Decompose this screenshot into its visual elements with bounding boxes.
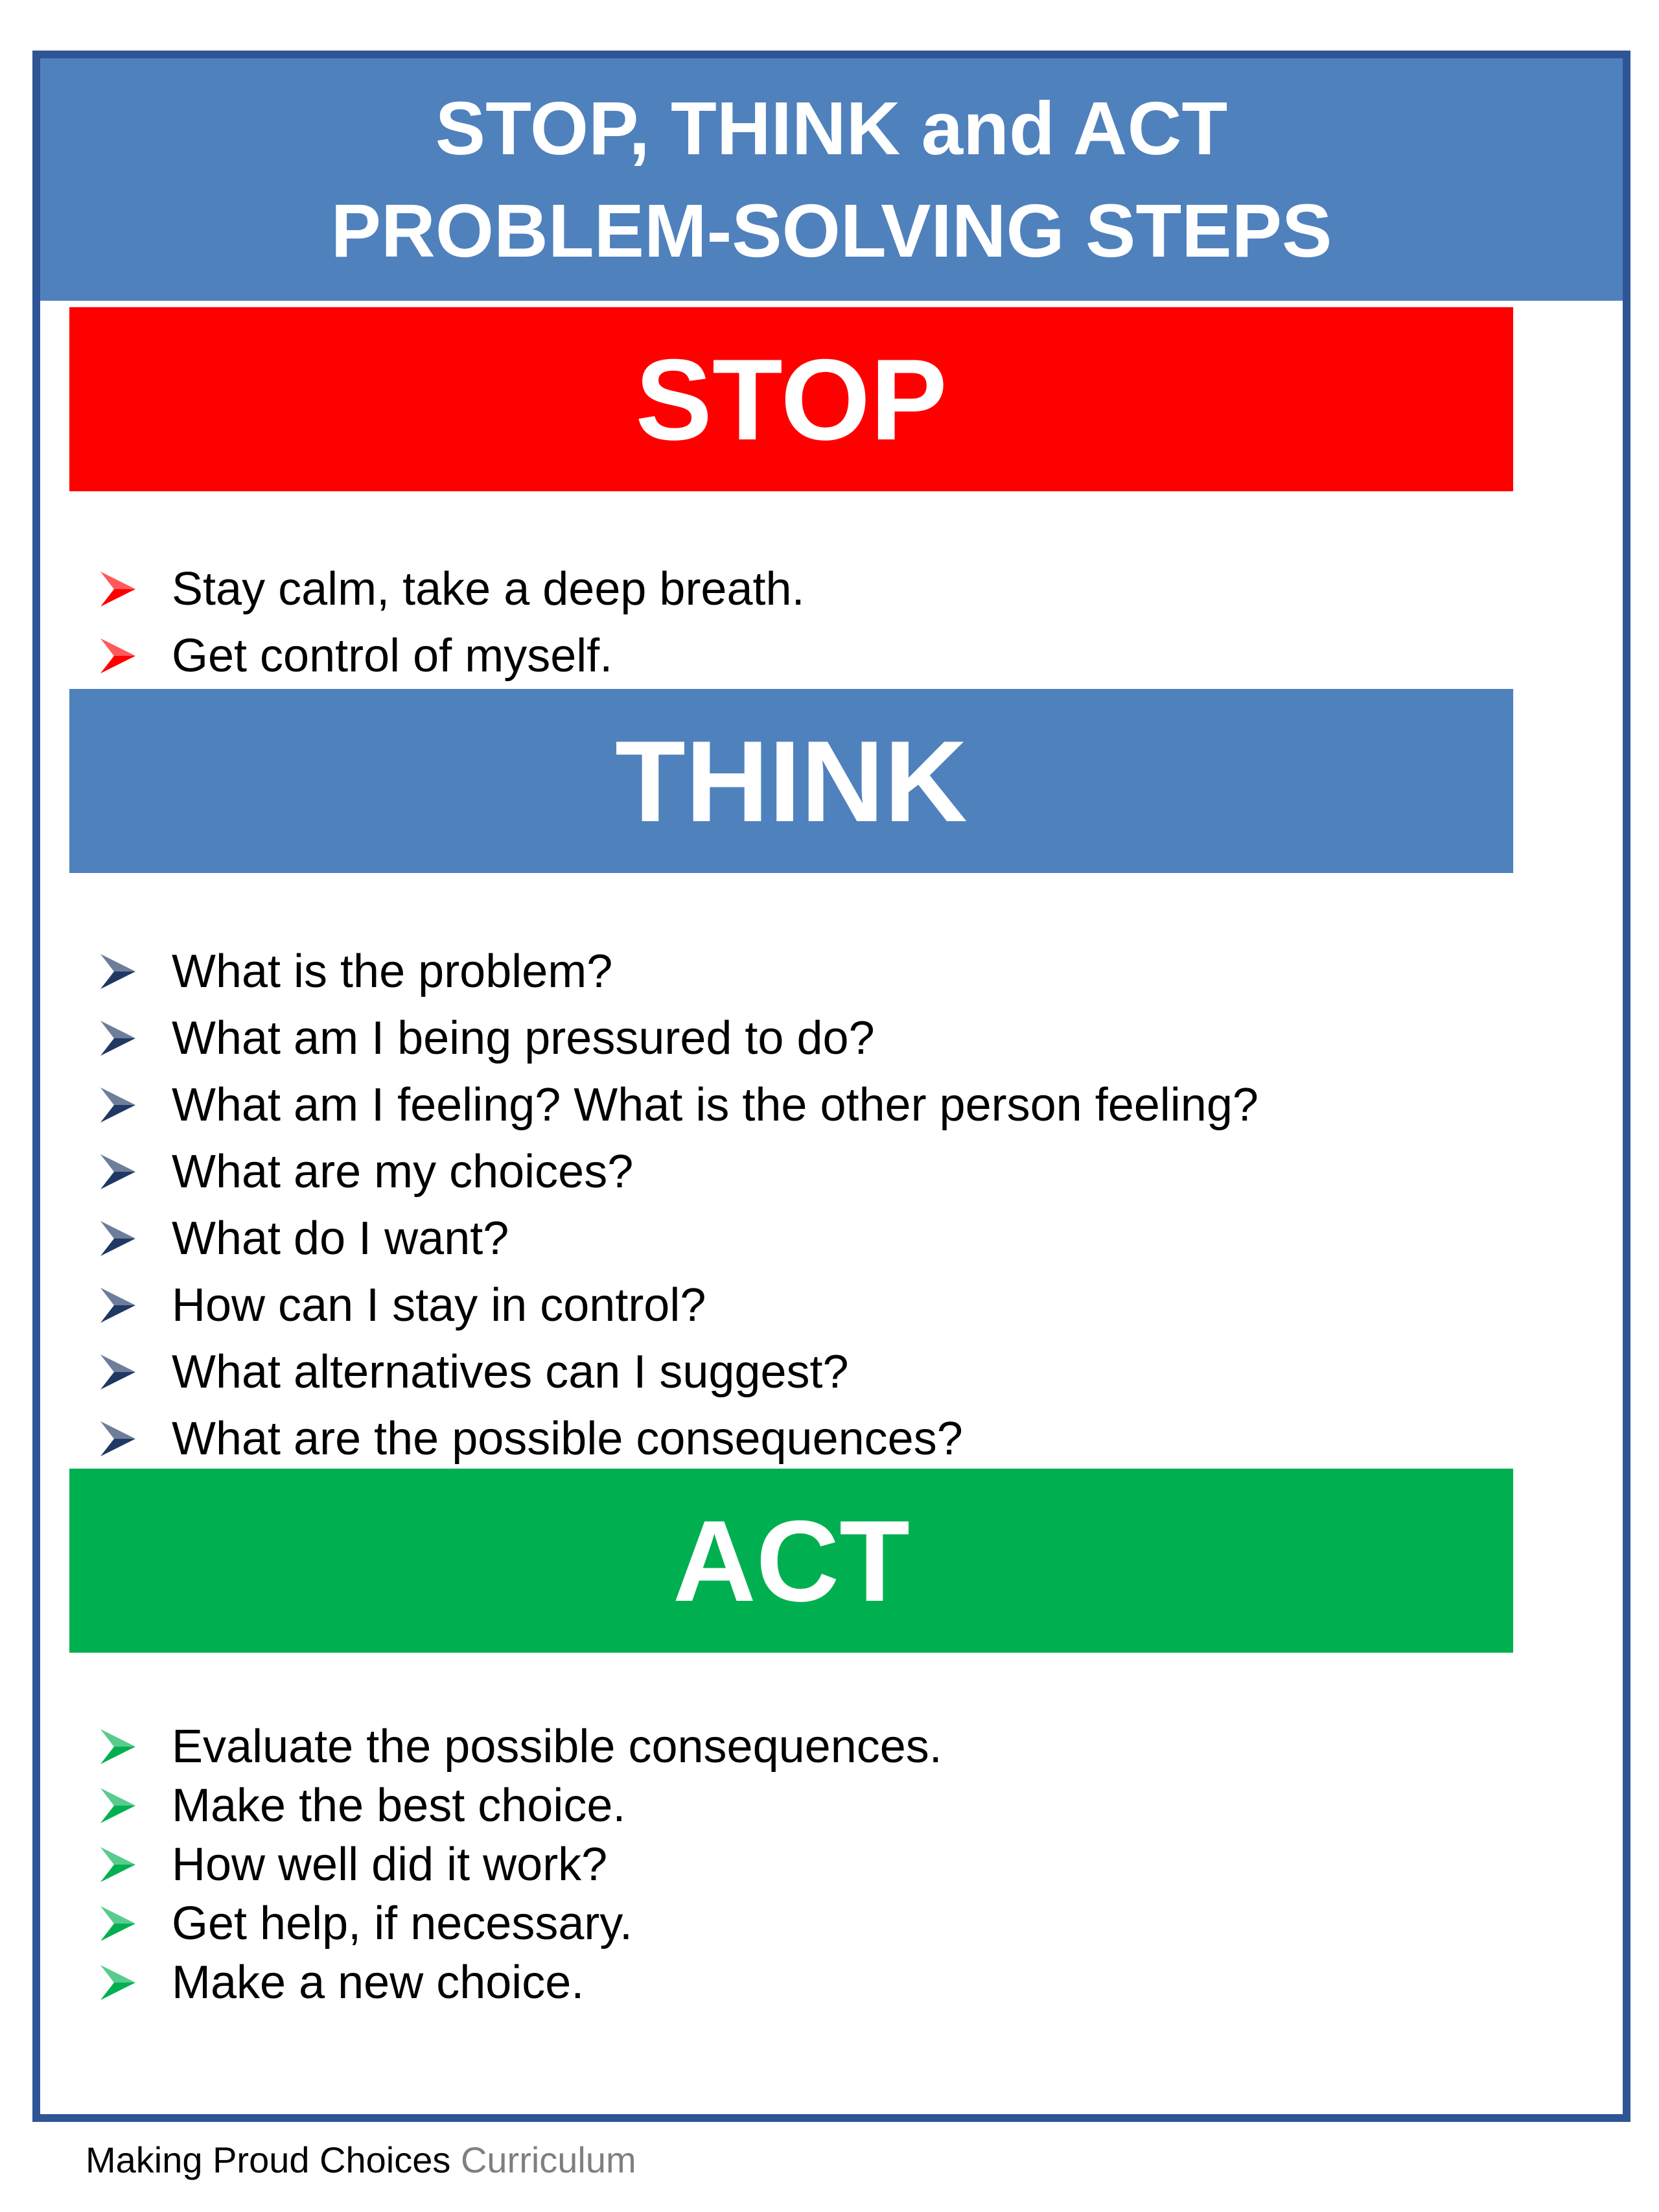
think-item-text: How can I stay in control? <box>172 1279 706 1331</box>
think-heading-bar <box>69 689 1513 873</box>
footer-credit <box>86 2139 636 2181</box>
think-list-item <box>99 1272 1259 1338</box>
arrowhead-bullet-icon <box>99 952 137 991</box>
arrowhead-bullet-icon <box>99 1152 137 1191</box>
arrowhead-bullet-icon <box>99 1286 137 1325</box>
think-item-text: What alternatives can I suggest? <box>172 1345 849 1398</box>
arrowhead-bullet-icon <box>99 1904 137 1943</box>
act-item-text: Make a new choice. <box>172 1956 585 2008</box>
arrowhead-bullet-icon <box>99 1219 137 1258</box>
title-line-1: STOP, THINK and ACT <box>435 86 1228 170</box>
act-heading-bar <box>69 1469 1513 1653</box>
act-list <box>99 1717 942 2012</box>
think-list-item <box>99 1005 1259 1071</box>
footer-main: Making Proud Choices <box>86 2139 451 2180</box>
stop-heading: STOP <box>635 334 947 464</box>
stop-item-text: Stay calm, take a deep breath. <box>172 563 805 615</box>
think-item-text: What do I want? <box>172 1212 509 1264</box>
arrowhead-bullet-icon <box>99 1019 137 1058</box>
act-heading: ACT <box>673 1496 910 1625</box>
think-list-item <box>99 1205 1259 1272</box>
think-list-item <box>99 1138 1259 1205</box>
stop-heading-bar <box>69 307 1513 491</box>
think-item-text: What is the problem? <box>172 945 613 997</box>
act-list-item <box>99 1835 942 1894</box>
arrowhead-bullet-icon <box>99 1963 137 2002</box>
stop-item-text: Get control of myself. <box>172 629 613 682</box>
act-item-text: How well did it work? <box>172 1838 608 1891</box>
arrowhead-bullet-icon <box>99 1727 137 1766</box>
act-item-text: Make the best choice. <box>172 1779 626 1832</box>
arrowhead-bullet-icon <box>99 1845 137 1884</box>
think-heading: THINK <box>615 716 968 846</box>
think-list-item <box>99 1338 1259 1405</box>
arrowhead-bullet-icon <box>99 570 137 609</box>
stop-list-item <box>99 555 805 622</box>
title-line-2: PROBLEM-SOLVING STEPS <box>331 189 1332 273</box>
think-item-text: What am I feeling? What is the other person feeling? <box>172 1078 1259 1131</box>
act-item-text: Get help, if necessary. <box>172 1897 632 1950</box>
think-item-text: What are my choices? <box>172 1145 634 1198</box>
act-list-item <box>99 1894 942 1953</box>
think-list-item <box>99 1071 1259 1138</box>
footer-muted: Curriculum <box>460 2139 636 2180</box>
think-list-item <box>99 938 1259 1005</box>
act-list-item <box>99 1953 942 2012</box>
act-list-item <box>99 1776 942 1835</box>
stop-list-item <box>99 622 805 689</box>
arrowhead-bullet-icon <box>99 1786 137 1825</box>
act-list-item <box>99 1717 942 1776</box>
title-banner <box>40 58 1623 301</box>
think-list <box>99 938 1259 1472</box>
arrowhead-bullet-icon <box>99 636 137 675</box>
arrowhead-bullet-icon <box>99 1419 137 1458</box>
think-item-text: What are the possible consequences? <box>172 1412 963 1465</box>
arrowhead-bullet-icon <box>99 1086 137 1124</box>
arrowhead-bullet-icon <box>99 1353 137 1391</box>
stop-list <box>99 555 805 689</box>
think-item-text: What am I being pressured to do? <box>172 1012 875 1064</box>
act-item-text: Evaluate the possible consequences. <box>172 1720 942 1773</box>
think-list-item <box>99 1405 1259 1472</box>
